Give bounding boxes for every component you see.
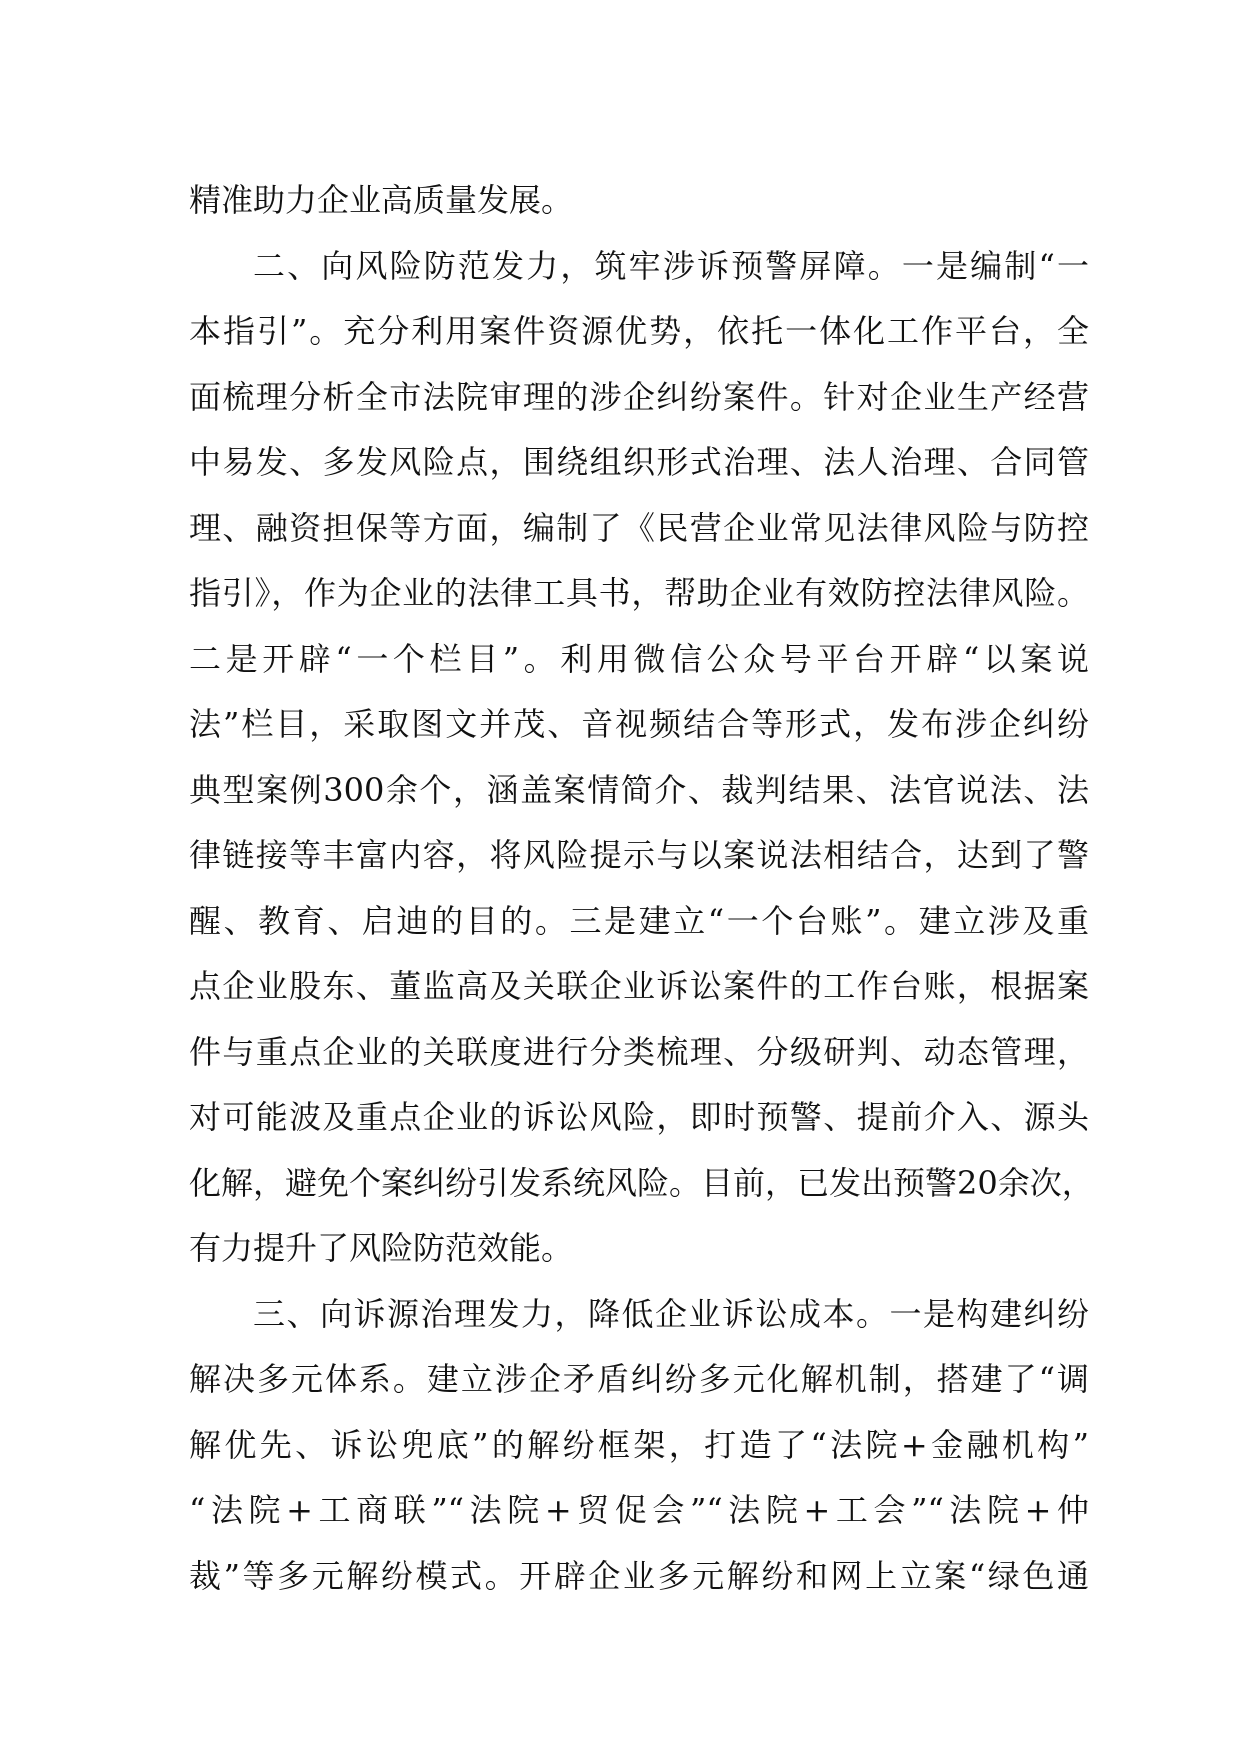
text-line: 有力提升了风险防范效能。 (189, 1229, 574, 1267)
paragraph-start-line: 三、向诉源治理发力，降低企业诉讼成本。一是构建纠纷 (253, 1294, 1089, 1333)
text-line: 理、融资担保等方面，编制了《民营企业常见法律风险与防控 (189, 508, 1089, 547)
text-line: 化解，避免个案纠纷引发系统风险。目前，已发出预警20余次， (189, 1163, 1094, 1202)
text-line: 二是开辟“一个栏目”。利用微信公众号平台开辟“以案说 (189, 639, 1089, 678)
text-line: 指引》，作为企业的法律工具书，帮助企业有效防控法律风险。 (189, 574, 1089, 612)
text-line: 面梳理分析全市法院审理的涉企纠纷案件。针对企业生产经营 (189, 377, 1089, 416)
text-line: 件与重点企业的关联度进行分类梳理、分级研判、动态管理， (189, 1032, 1089, 1071)
body-text (189, 168, 1094, 1609)
text-line: “法院+工商联”“法院+贸促会”“法院+工会”“法院+仲 (189, 1491, 1089, 1529)
paragraph-start-line: 二、向风险防范发力，筑牢涉诉预警屏障。一是编制“一 (253, 246, 1089, 285)
text-line: 本指引”。充分利用案件资源优势，依托一体化工作平台，全 (189, 312, 1089, 350)
text-line: 律链接等丰富内容，将风险提示与以案说法相结合，达到了警 (189, 836, 1089, 874)
text-line: 中易发、多发风险点，围绕组织形式治理、法人治理、合同管 (189, 443, 1089, 481)
text-line: 典型案例300余个，涵盖案情简介、裁判结果、法官说法、法 (189, 770, 1089, 809)
text-line: 点企业股东、董监高及关联企业诉讼案件的工作台账，根据案 (189, 967, 1089, 1005)
text-line: 裁”等多元解纷模式。开辟企业多元解纷和网上立案“绿色通 (189, 1556, 1089, 1595)
text-line: 解决多元体系。建立涉企矛盾纠纷多元化解机制，搭建了“调 (189, 1360, 1089, 1398)
text-line: 醒、教育、启迪的目的。三是建立“一个台账”。建立涉及重 (189, 901, 1089, 940)
text-line: 解优先、诉讼兜底”的解纷框架，打造了“法院+金融机构” (189, 1425, 1089, 1464)
text-line: 法”栏目，采取图文并茂、音视频结合等形式，发布涉企纠纷 (189, 705, 1089, 743)
text-line: 对可能波及重点企业的诉讼风险，即时预警、提前介入、源头 (189, 1098, 1089, 1136)
text-line: 精准助力企业高质量发展。 (189, 181, 574, 219)
